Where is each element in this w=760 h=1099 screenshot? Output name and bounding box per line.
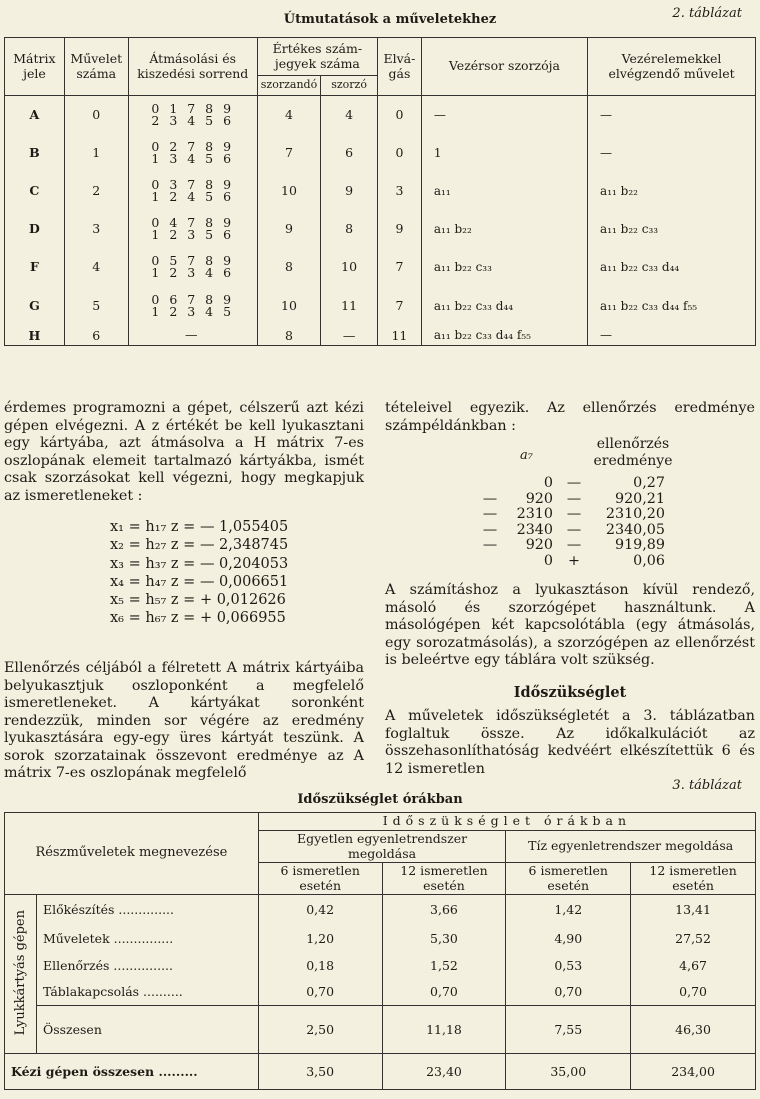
value-cell: 27,52 [631,925,756,952]
multiplicand-cell: 10 [257,286,320,326]
table-row [5,326,756,346]
value-cell: 1,42 [506,895,631,925]
sub-header: 12 ismeretlen esetén [631,863,756,895]
table2-title: Útmutatások a műveletekhez [283,12,497,27]
value-cell: 4,67 [631,952,756,979]
control-cell-s1: — [482,506,498,522]
value-cell: 5,30 [382,925,506,952]
table3-title: Időszükséglet órákban [297,792,463,807]
col-order: Átmásolási és kiszedési sorrend [128,38,257,96]
sub-header: 12 ismeretlen esetén [382,863,506,895]
col-row-mult: Vezérsor szorzója [421,38,587,96]
control-cell-a: 920 [525,537,553,553]
split-cell: 0 [377,134,421,172]
hand-total-label: Kézi gépen összesen ......... [5,1054,259,1090]
right-paragraph-3: A műveletek időszükségletét a 3. táblázatban foglaltuk össze. Az időkalkulációt az összehasonlíthatóság kedvéért elkészítettük 6 és 12 ismeretlen [385,708,755,777]
row-mult-cell: a₁₁ b₂₂ [421,210,587,248]
table-row [5,925,756,952]
control-cell-s2: + [568,552,580,569]
order-cell [128,248,257,286]
row-mult-cell: 1 [421,134,587,172]
ctrl-op-cell: a₁₁ b₂₂ c₃₃ d₄₄ [588,248,756,286]
table2-number: 2. táblázat [672,6,742,21]
total-value: 2,50 [258,1006,382,1054]
value-cell: 0,70 [258,979,382,1006]
hand-total-row [5,1054,756,1090]
order-cell [128,96,257,134]
op-cell: 2 [64,172,128,210]
order-line-1: 0 4 7 8 9 [151,214,235,230]
control-table [478,476,668,569]
equation: x₆ = h₆₇ z = + 0,066955 [110,610,286,627]
control-cell-s2: — [566,506,582,522]
multiplier-cell: 4 [321,96,378,134]
value-cell: 4,90 [506,925,631,952]
split-cell: 9 [377,210,421,248]
col-op: Művelet száma [64,38,128,96]
control-cell-a: 2310 [516,506,553,522]
row-mult-cell: — [421,96,587,134]
row-mult-cell: a₁₁ b₂₂ c₃₃ d₄₄ [421,286,587,326]
op-cell: 1 [64,134,128,172]
control-cell-r: 920,21 [614,490,665,507]
multiplier-cell: 9 [321,172,378,210]
right-paragraph-2: A számításhoz a lyukasztáson kívül rendező, másoló és szorzógépet használtunk. A másológépen két kapcsolótábla (egy átmásolás, egy sorozatmásolás), a szorzógépen az ellenőrzést is beleértve egy táblára volt szükség. [385,582,755,668]
value-cell: 3,66 [382,895,506,925]
control-cell-r: 0,06 [633,552,665,569]
left-paragraph-2: Ellenőrzés céljából a félretett A mátrix kártyáiba belyukasztjuk oszloponként a megfelelő ismeretleneket. A kártyákat soronként rendezzük, minden sor végére az eredmény lyukasztására egy-egy üres kártyát teszünk. A sorok szorzatainak összevont eredménye az A mátrix 7-es oszlopának megfelelő [4,660,364,781]
col-split: Elvá-gás [377,38,421,96]
col-matrix: Mátrix jele [5,38,65,96]
matrix-cell: D [5,210,65,248]
table-row [5,952,756,979]
side-label: Lyukkártyás gépen [12,909,28,1036]
equation-list [110,518,350,628]
multiplier-cell: 11 [321,286,378,326]
order-line-1: 0 5 7 8 9 [151,252,235,268]
value-cell: 0,70 [506,979,631,1006]
op-cell: 0 [64,96,128,134]
value-cell: 0,70 [631,979,756,1006]
multiplicand-cell: 9 [257,210,320,248]
left-paragraph-1: érdemes programozni a gépet, célszerű azt kézi gépen elvégezni. A z értékét be kell lyukasztani egy kártyába, azt átmásolva a H mátrix 7-es oszlopának elemeit tartalmazó kártyákba, ismét csak szorzásokat kell végezni, hogy megkapjuk az ismeretleneket : [4,400,364,504]
order-cell [128,286,257,326]
ctrl-op-cell: a₁₁ b₂₂ c₃₃ [588,210,756,248]
control-row [478,523,668,539]
col-result-label: ellenőrzés eredménye [593,436,673,469]
control-cell-r: 0,27 [633,475,665,491]
section-heading: Időszükséglet [513,684,627,701]
matrix-cell: B [5,134,65,172]
group-single: Egyetlen egyenletrendszer megoldása [258,831,506,863]
control-cell-s2: — [566,490,582,507]
time-table [4,812,756,1090]
hand-total-value: 23,40 [382,1054,506,1090]
split-cell: 3 [377,172,421,210]
multiplier-cell: — [321,326,378,346]
multiplicand-cell: 8 [257,248,320,286]
split-cell: 0 [377,96,421,134]
ctrl-op-cell: — [588,134,756,172]
control-row [478,538,668,554]
order-cell [128,172,257,210]
side-label-cell [5,895,37,1054]
control-cell-s1: — [482,521,498,538]
sub-header: 6 ismeretlen esetén [258,863,382,895]
col-multiplier: szorzó [321,76,378,96]
col-ctrl-op: Vezérelemekkel elvégzendő művelet [588,38,756,96]
control-row [478,476,668,492]
order-line-1: 0 1 7 8 9 [151,100,235,116]
matrix-cell: C [5,172,65,210]
matrix-cell: F [5,248,65,286]
split-cell: 11 [377,326,421,346]
multiplicand-cell: 7 [257,134,320,172]
control-cell-s2: — [566,521,582,538]
ctrl-op-cell: a₁₁ b₂₂ c₃₃ d₄₄ f₅₅ [588,286,756,326]
table-row [5,979,756,1006]
equation: x₅ = h₅₇ z = + 0,012626 [110,592,286,609]
total-label: Összesen [36,1006,258,1054]
control-row [478,492,668,508]
hand-total-value: 35,00 [506,1054,631,1090]
row-mult-cell: a₁₁ [421,172,587,210]
equation: x₃ = h₃₇ z = — 0,204053 [110,555,289,572]
col-digits: Értékes szám-jegyek száma [257,38,377,76]
multiplier-cell: 8 [321,210,378,248]
matrix-cell: A [5,96,65,134]
split-cell: 7 [377,248,421,286]
table-row [5,895,756,925]
equation: x₁ = h₁₇ z = — 1,055405 [110,519,289,535]
control-cell-r: 919,89 [614,537,665,553]
row-mult-cell: a₁₁ b₂₂ c₃₃ d₄₄ f₅₅ [421,326,587,346]
table-row [5,286,756,326]
op-cell: 5 [64,286,128,326]
order-cell [128,210,257,248]
row-mult-cell: a₁₁ b₂₂ c₃₃ [421,248,587,286]
instructions-table [4,37,756,346]
control-cell-s2: — [566,475,582,491]
row-label: Táblakapcsolás .......... [36,979,258,1006]
control-cell-a: 2340 [516,521,553,538]
control-cell-s1: — [482,490,498,507]
table-row [5,248,756,286]
control-cell-a: 0 [543,475,553,491]
col-a7-label: a₇ [520,448,533,463]
row-header: Részműveletek megnevezése [5,813,259,895]
total-value: 46,30 [631,1006,756,1054]
value-cell: 0,70 [382,979,506,1006]
control-cell-r: 2310,20 [605,506,665,522]
multiplicand-cell: 4 [257,96,320,134]
control-row [478,507,668,523]
col-multiplicand: szorzandó [257,76,320,96]
table-row [5,134,756,172]
equation: x₄ = h₄₇ z = — 0,006651 [110,573,289,590]
value-cell: 0,53 [506,952,631,979]
control-row [478,554,668,570]
control-cell-a: 920 [525,490,553,507]
row-label: Ellenőrzés ............... [36,952,258,979]
order-line-2: 1 2 3 4 5 [151,303,235,319]
split-cell: 7 [377,286,421,326]
multiplier-cell: 10 [321,248,378,286]
op-cell: 3 [64,210,128,248]
table-row [5,96,756,134]
table-row [5,210,756,248]
equation: x₂ = h₂₇ z = — 2,348745 [110,537,289,554]
total-value: 7,55 [506,1006,631,1054]
order-cell [128,326,257,346]
order-line-1: 0 2 7 8 9 [151,138,235,154]
value-cell: 0,42 [258,895,382,925]
order-line-2: 1 2 3 4 6 [151,264,235,280]
control-cell-s2: — [566,537,582,553]
control-cell-s1: — [482,537,498,553]
table-row [5,172,756,210]
order-line-1: 0 6 7 8 9 [151,291,235,307]
op-cell: 4 [64,248,128,286]
row-label: Előkészítés .............. [36,895,258,925]
group-ten: Tíz egyenletrendszer megoldása [506,831,756,863]
hand-total-value: 3,50 [258,1054,382,1090]
order-line-1: 0 3 7 8 9 [151,176,235,192]
ctrl-op-cell: — [588,326,756,346]
ctrl-op-cell: a₁₁ b₂₂ [588,172,756,210]
order-line-2: 1 3 4 5 6 [151,150,235,166]
right-paragraph-1: tételeivel egyezik. Az ellenőrzés eredménye számpéldánkban : [385,400,755,434]
value-cell: 1,20 [258,925,382,952]
control-cell-r: 2340,05 [605,521,665,538]
order-line-1: — [185,327,201,343]
total-row [5,1006,756,1054]
sub-header: 6 ismeretlen esetén [506,863,631,895]
hand-total-value: 234,00 [631,1054,756,1090]
control-cell-s1 [478,476,502,492]
order-line-2: 1 2 3 5 6 [151,226,235,242]
value-cell: 1,52 [382,952,506,979]
order-line-2: 2 3 4 5 6 [151,112,235,128]
value-cell: 13,41 [631,895,756,925]
matrix-cell: G [5,286,65,326]
control-cell-a: 0 [543,552,553,569]
op-cell: 6 [64,326,128,346]
order-line-2: 1 2 4 5 6 [151,188,235,204]
multiplicand-cell: 8 [257,326,320,346]
row-label: Műveletek ............... [36,925,258,952]
value-cell: 0,18 [258,952,382,979]
control-cell-s1 [478,554,502,570]
order-cell [128,134,257,172]
matrix-cell: H [5,326,65,346]
ctrl-op-cell: — [588,96,756,134]
multiplier-cell: 6 [321,134,378,172]
total-value: 11,18 [382,1006,506,1054]
multiplicand-cell: 10 [257,172,320,210]
table3-number: 3. táblázat [672,778,742,793]
top-header: Időszükséglet órákban [258,813,755,831]
